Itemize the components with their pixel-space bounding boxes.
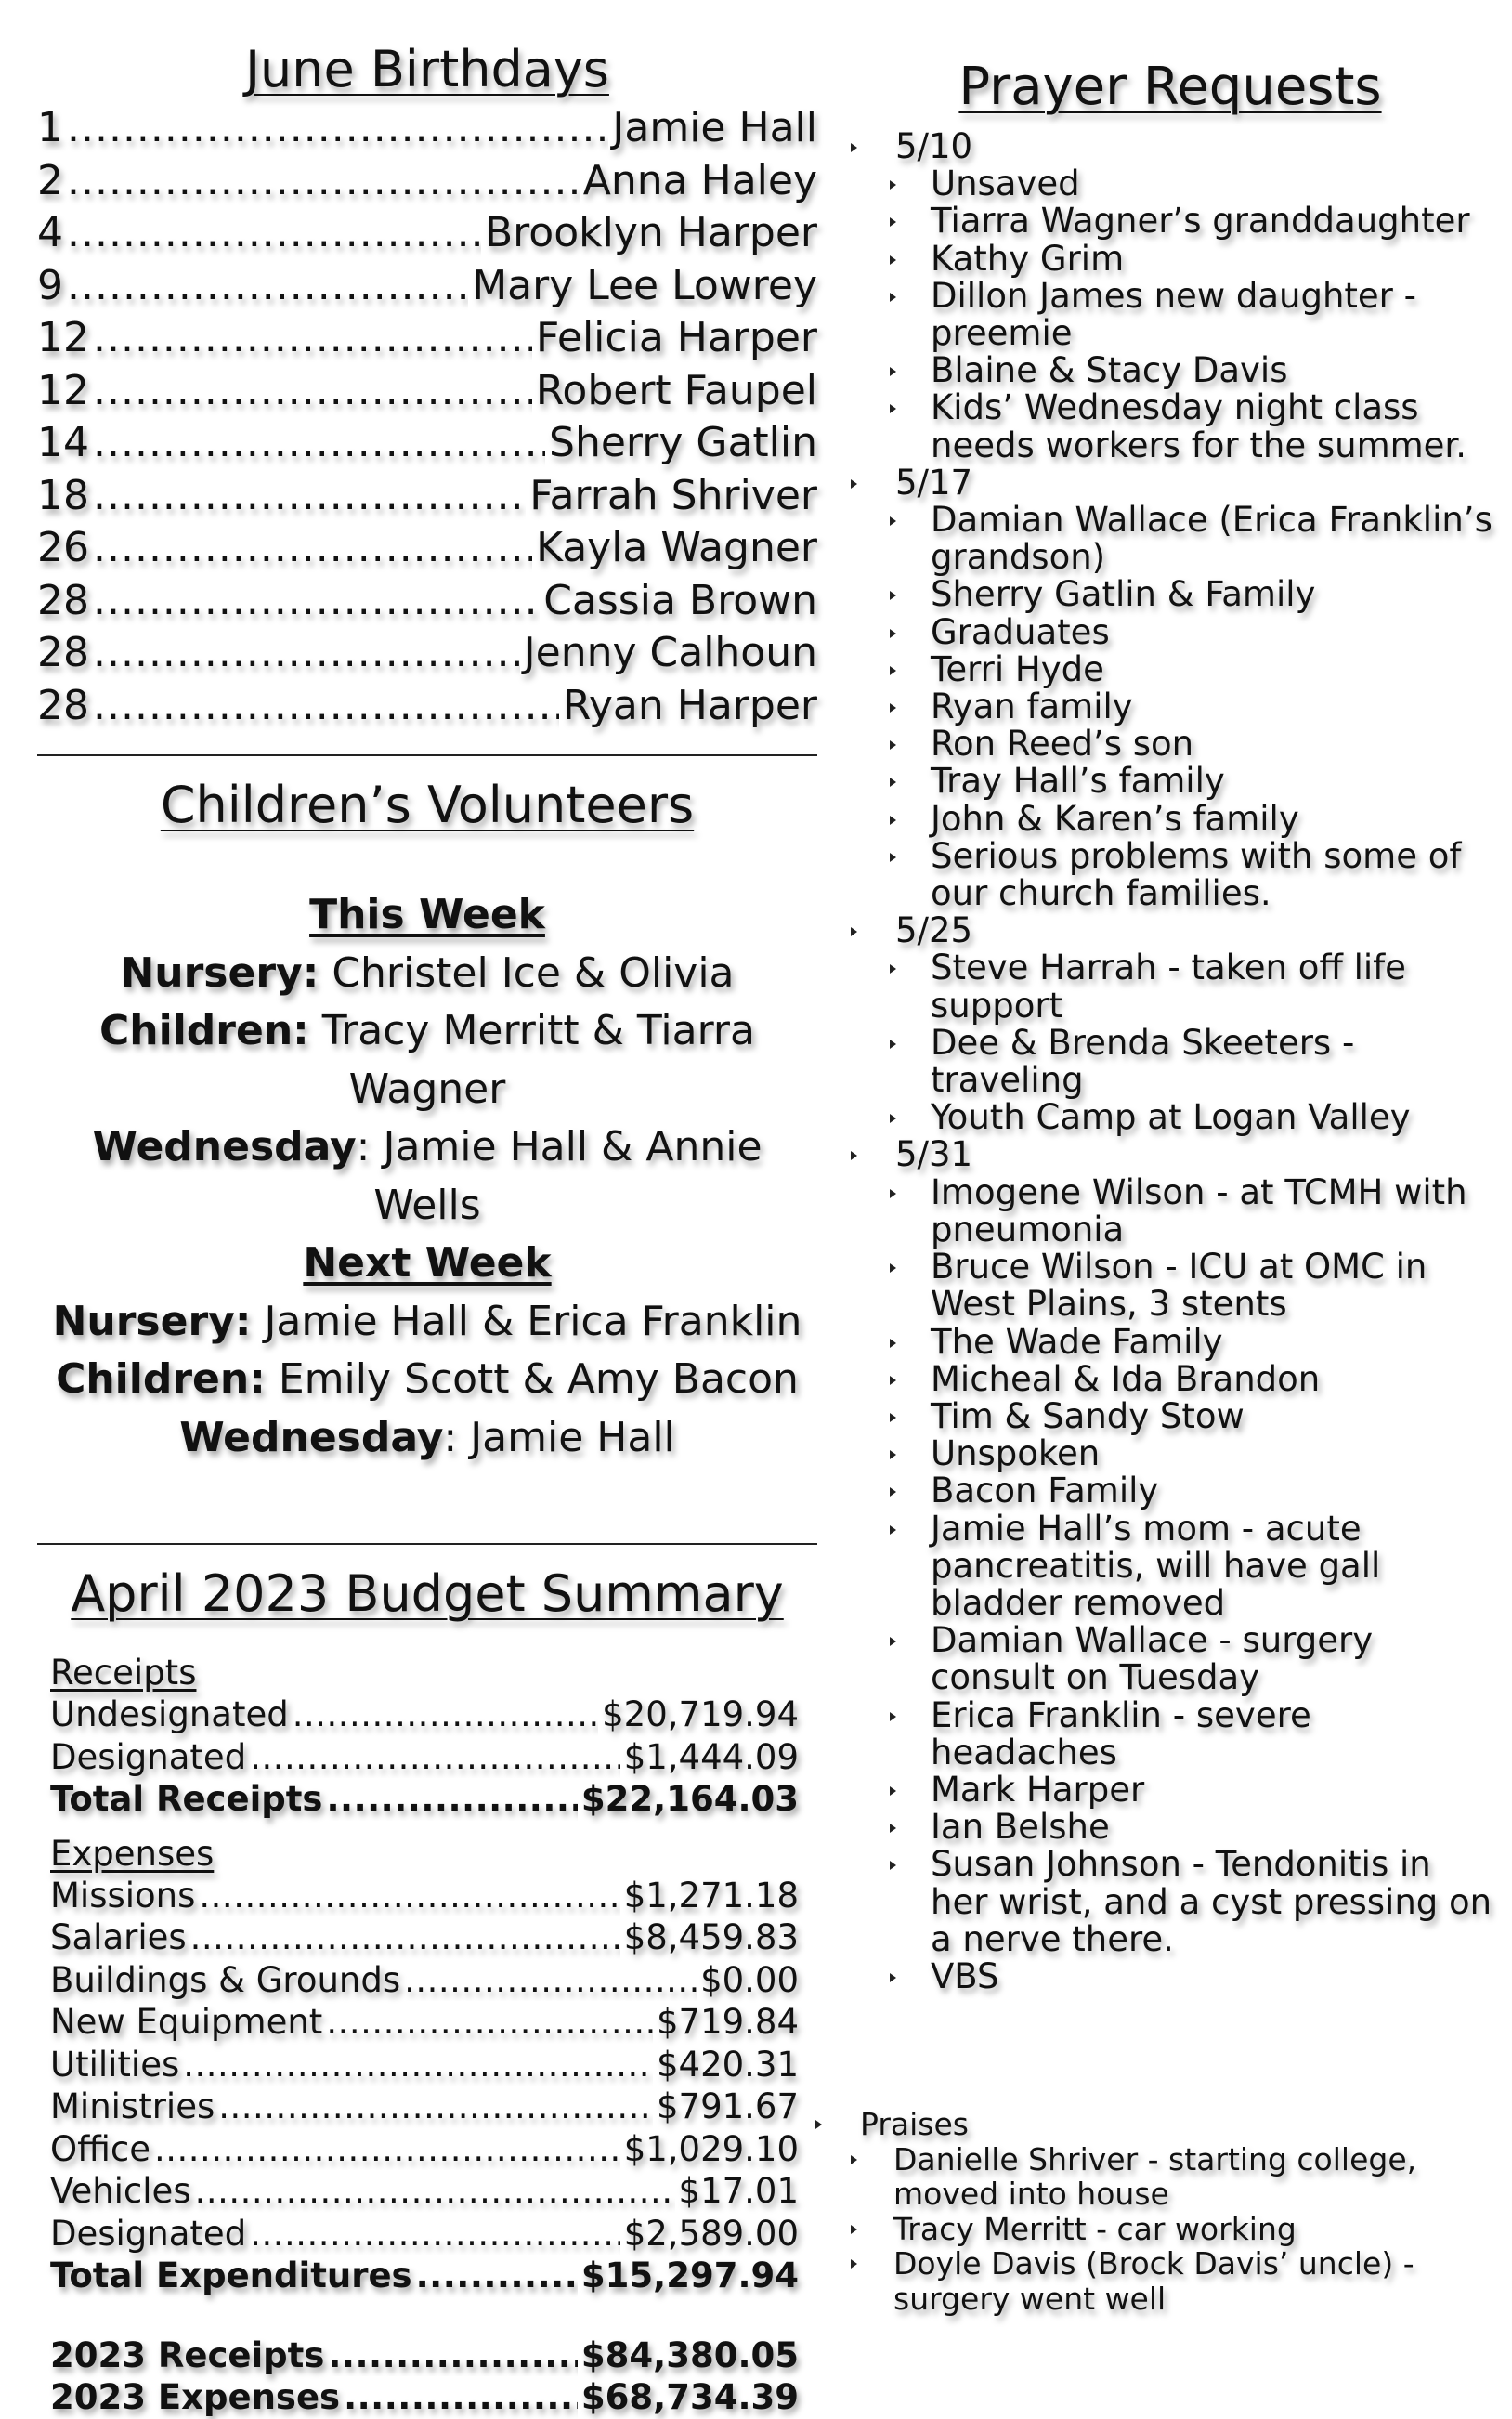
prayer-item xyxy=(845,1846,1495,1958)
bullet-icon xyxy=(890,1413,896,1422)
total-receipts-label: Total Receipts xyxy=(50,1779,323,1819)
birthday-list xyxy=(37,102,817,732)
bullet-icon xyxy=(890,367,896,376)
receipt-row xyxy=(50,1736,799,1779)
expense-row-label: New Equipment xyxy=(50,2002,323,2042)
leader-dots xyxy=(93,365,532,418)
prayer-item xyxy=(845,1022,1495,1101)
birthday-row xyxy=(37,102,817,155)
birthday-row-value: Ryan Harper xyxy=(562,681,817,729)
this-week-wednesday: Wednesday: Jamie Hall & Annie Wells xyxy=(92,1123,763,1229)
expense-row xyxy=(50,2044,799,2086)
prayer-item-text: Tim & Sandy Stow xyxy=(931,1395,1245,1436)
expense-row-value: $8,459.83 xyxy=(623,1917,799,1957)
birthday-row-value: Robert Faupel xyxy=(535,366,817,414)
total-receipts-row xyxy=(50,1778,799,1821)
bullet-icon xyxy=(890,1824,896,1833)
prayer-item-text: Ian Belshe xyxy=(931,1807,1110,1848)
prayer-date-label: 5/10 xyxy=(895,126,973,166)
prayer-item-text: Erica Franklin - severe headaches xyxy=(931,1694,1311,1772)
receipts-label: Receipts xyxy=(50,1653,197,1693)
birthday-row xyxy=(37,417,817,470)
this-week-heading: This Week xyxy=(309,891,545,938)
bullet-icon xyxy=(890,629,896,638)
bullet-icon xyxy=(890,404,896,413)
praise-item-text: Danielle Shriver - starting college, moved into house xyxy=(893,2140,1417,2212)
prayer-item xyxy=(845,1510,1495,1623)
ytd-expenses-row xyxy=(50,2376,799,2419)
leader-dots xyxy=(67,260,468,313)
bullet-icon xyxy=(851,2225,857,2234)
birthday-row-label: 12 xyxy=(37,314,89,361)
prayer-item xyxy=(845,1769,1495,1810)
bullet-icon xyxy=(851,479,857,489)
prayer-item xyxy=(845,352,1495,389)
leader-dots xyxy=(93,627,520,680)
expense-row-value: $791.67 xyxy=(656,2086,799,2126)
prayer-item-text: Unspoken xyxy=(931,1433,1101,1474)
expense-row-label: Buildings & Grounds xyxy=(50,1959,401,2000)
prayer-item-text: Graduates xyxy=(931,611,1110,652)
bullet-icon xyxy=(851,1151,857,1160)
birthday-row-label: 28 xyxy=(37,681,89,729)
birthday-row-value: Jenny Calhoun xyxy=(523,629,817,676)
prayer-item xyxy=(845,1249,1495,1323)
birthday-row-label: 2 xyxy=(37,156,63,204)
praise-item xyxy=(808,2246,1495,2316)
ytd-expenses-label: 2023 Expenses xyxy=(50,2377,341,2417)
next-week-children: Children: Emily Scott & Amy Bacon xyxy=(56,1355,799,1403)
bullet-icon xyxy=(851,2259,857,2269)
prayer-item xyxy=(845,1358,1495,1399)
prayer-request-list xyxy=(845,128,1495,1995)
birthday-row-label: 28 xyxy=(37,629,89,676)
prayer-item-text: Susan Johnson - Tendonitis in her wrist, and a cyst pressing on a nerve there. xyxy=(931,1844,1492,1959)
birthday-row-value: Mary Lee Lowrey xyxy=(472,261,817,309)
prayer-item-text: Bacon Family xyxy=(931,1471,1159,1511)
leader-dots xyxy=(250,2213,620,2256)
prayer-item xyxy=(845,798,1495,839)
prayer-item-text: Kathy Grim xyxy=(931,238,1125,279)
birthday-row xyxy=(37,365,817,418)
prayer-item-text: Kids’ Wednesday night class needs workers for the summer. xyxy=(931,387,1467,465)
receipt-row-value: $20,719.94 xyxy=(602,1694,799,1734)
prayer-item-text: Bruce Wilson - ICU at OMC in West Plains, 3 stents xyxy=(931,1247,1427,1325)
prayer-item-text: Tray Hall’s family xyxy=(931,761,1225,802)
prayer-item xyxy=(845,1694,1495,1772)
birthday-row-value: Felicia Harper xyxy=(535,314,817,361)
leader-dots xyxy=(67,155,580,208)
receipt-row-label: Undesignated xyxy=(50,1694,289,1734)
bullet-icon xyxy=(851,2155,857,2164)
prayer-item xyxy=(845,611,1495,652)
prayer-date xyxy=(845,912,1495,949)
leader-dots xyxy=(293,1693,598,1736)
bullet-icon xyxy=(890,516,896,526)
right-column xyxy=(845,54,1495,1995)
leader-dots xyxy=(93,417,545,470)
bullet-icon xyxy=(890,591,896,600)
birthday-row xyxy=(37,627,817,680)
budget-title: April 2023 Budget Summary xyxy=(71,1564,784,1623)
prayer-item-text: Damian Wallace (Erica Franklin’s grandson) xyxy=(931,500,1492,578)
bullet-icon xyxy=(890,1376,896,1385)
expense-row-value: $2,589.00 xyxy=(623,2213,799,2254)
leader-dots xyxy=(404,1959,697,2002)
bullet-icon xyxy=(890,1040,896,1049)
birthday-row-value: Jamie Hall xyxy=(612,104,817,151)
praises-heading: Praises xyxy=(808,2107,1495,2142)
leader-dots xyxy=(183,2044,653,2086)
prayer-item-text: Ron Reed’s son xyxy=(931,724,1194,765)
prayer-item xyxy=(845,1622,1495,1696)
praise-item xyxy=(808,2142,1495,2212)
leader-dots xyxy=(154,2128,620,2171)
birthday-row-label: 9 xyxy=(37,261,63,309)
prayer-item-text: Dillon James new daughter - preemie xyxy=(931,275,1416,354)
divider xyxy=(37,1543,817,1545)
leader-dots xyxy=(250,1736,620,1779)
prayer-item-text: Terri Hyde xyxy=(931,648,1104,689)
prayer-item xyxy=(845,1171,1495,1249)
leader-dots xyxy=(326,2001,653,2044)
bullet-icon xyxy=(890,1637,896,1646)
prayer-item xyxy=(845,763,1495,800)
expense-row xyxy=(50,1875,799,1917)
prayer-item xyxy=(845,835,1495,914)
expense-row xyxy=(50,1916,799,1959)
expense-row xyxy=(50,2170,799,2213)
expense-row-label: Designated xyxy=(50,2213,247,2254)
prayer-item-text: The Wade Family xyxy=(931,1321,1223,1362)
prayer-item-text: Jamie Hall’s mom - acute pancreatitis, will have gall bladder removed xyxy=(931,1508,1381,1623)
prayer-item xyxy=(845,238,1495,279)
prayer-item xyxy=(845,949,1495,1024)
this-week-children: Children: Tracy Merritt & Tiarra xyxy=(99,1007,755,1054)
expense-row-label: Utilities xyxy=(50,2044,180,2085)
prayer-item xyxy=(845,688,1495,726)
birthday-row xyxy=(37,522,817,575)
praise-item-text: Doyle Davis (Brock Davis’ uncle) - surgery went well xyxy=(893,2245,1414,2317)
birthday-row-label: 1 xyxy=(37,104,63,151)
bullet-icon xyxy=(890,1487,896,1497)
prayer-item xyxy=(845,1099,1495,1136)
prayer-date-label: 5/17 xyxy=(895,462,973,503)
leader-dots xyxy=(199,1875,619,1917)
birthday-row-label: 28 xyxy=(37,576,89,624)
bullet-icon xyxy=(890,816,896,825)
prayer-item-text: Dee & Brenda Skeeters - traveling xyxy=(931,1022,1355,1101)
expense-row-value: $420.31 xyxy=(656,2044,799,2085)
bullet-icon xyxy=(890,1861,896,1870)
leader-dots xyxy=(93,312,532,365)
expense-row-value: $1,271.18 xyxy=(623,1875,799,1916)
bullet-icon xyxy=(890,853,896,862)
birthday-row xyxy=(37,680,817,733)
bullet-icon xyxy=(890,1339,896,1348)
volunteers-title: Children’s Volunteers xyxy=(160,776,695,834)
prayer-item xyxy=(845,502,1495,576)
birthday-row-value: Sherry Gatlin xyxy=(549,419,817,466)
bullet-icon xyxy=(890,255,896,265)
bullet-icon xyxy=(890,1114,896,1123)
prayer-item-text: Mark Harper xyxy=(931,1769,1145,1810)
birthday-row xyxy=(37,470,817,523)
birthday-row-value: Kayla Wagner xyxy=(536,524,817,571)
prayer-item xyxy=(845,1809,1495,1846)
expense-rows xyxy=(50,1875,799,2256)
birthday-row xyxy=(37,155,817,208)
praise-item xyxy=(808,2212,1495,2247)
birthday-row xyxy=(37,260,817,313)
prayer-item-text: Steve Harrah - taken off life support xyxy=(931,948,1406,1026)
prayer-date-label: 5/31 xyxy=(895,1134,973,1175)
bullet-icon xyxy=(890,666,896,675)
birthday-row-value: Farrah Shriver xyxy=(529,471,817,519)
expense-row-label: Salaries xyxy=(50,1917,187,1957)
prayer-item xyxy=(845,1435,1495,1472)
prayer-item-text: Youth Camp at Logan Valley xyxy=(931,1097,1411,1138)
expenses-label: Expenses xyxy=(50,1833,215,1874)
bullet-icon xyxy=(851,143,857,152)
birthday-row-value: Cassia Brown xyxy=(543,576,817,624)
expense-row xyxy=(50,2128,799,2171)
prayer-item-text: Imogene Wilson - at TCMH with pneumonia xyxy=(931,1171,1467,1249)
bullet-icon xyxy=(890,964,896,974)
expense-row-label: Ministries xyxy=(50,2086,215,2126)
bullet-icon xyxy=(890,1712,896,1721)
ytd-expenses-amount: $68,734.39 xyxy=(580,2377,799,2417)
birthday-row xyxy=(37,575,817,628)
leader-dots xyxy=(67,207,481,260)
prayer-date-label: 5/25 xyxy=(895,910,973,951)
prayer-item xyxy=(845,1955,1495,1996)
prayer-item-text: Serious problems with some of our church families. xyxy=(931,835,1462,914)
prayer-item xyxy=(845,1321,1495,1362)
birthday-row xyxy=(37,312,817,365)
praise-list xyxy=(808,2142,1495,2317)
bullet-icon xyxy=(890,217,896,227)
birthday-row-value: Brooklyn Harper xyxy=(485,209,817,256)
expense-row-label: Office xyxy=(50,2128,151,2169)
receipt-row xyxy=(50,1693,799,1736)
birthday-row-label: 14 xyxy=(37,419,89,466)
bullet-icon xyxy=(890,1525,896,1535)
leader-dots xyxy=(93,575,540,628)
praises-section xyxy=(808,2107,1495,2316)
bullet-icon xyxy=(890,1786,896,1796)
birthday-row-label: 12 xyxy=(37,366,89,414)
prayer-item-text: VBS xyxy=(931,1955,999,1996)
prayer-item xyxy=(845,275,1495,354)
receipt-row-value: $1,444.09 xyxy=(623,1736,799,1777)
leader-dots xyxy=(93,522,532,575)
prayer-item xyxy=(845,1395,1495,1436)
receipt-rows xyxy=(50,1693,799,1778)
leader-dots xyxy=(190,1916,620,1959)
total-expenditures-row xyxy=(50,2255,799,2297)
birthdays-title: June Birthdays xyxy=(245,40,609,98)
prayer-item-text: John & Karen’s family xyxy=(931,798,1299,839)
ytd-receipts-label: 2023 Receipts xyxy=(50,2334,325,2375)
praise-item-text: Tracy Merritt - car working xyxy=(893,2210,1297,2247)
prayer-item-text: Unsaved xyxy=(931,163,1080,204)
expense-row-label: Missions xyxy=(50,1875,196,1916)
bullet-icon xyxy=(890,1189,896,1198)
next-week-nursery: Nursery: Jamie Hall & Erica Franklin xyxy=(52,1297,802,1345)
expense-row-label: Vehicles xyxy=(50,2171,191,2211)
total-expenditures-label: Total Expenditures xyxy=(50,2256,412,2295)
prayer-item-text: Micheal & Ida Brandon xyxy=(931,1358,1321,1399)
prayer-item xyxy=(845,1472,1495,1510)
prayer-date xyxy=(845,1136,1495,1173)
leader-dots xyxy=(218,2086,653,2128)
receipt-row-label: Designated xyxy=(50,1736,247,1777)
total-receipts-amount: $22,164.03 xyxy=(580,1779,799,1819)
prayer-item xyxy=(845,203,1495,240)
prayer-item xyxy=(845,648,1495,689)
next-week-heading: Next Week xyxy=(303,1239,552,1287)
total-expenditures-amount: $15,297.94 xyxy=(580,2256,799,2295)
birthday-row-value: Anna Haley xyxy=(582,156,817,204)
bullet-icon xyxy=(890,778,896,787)
expense-row xyxy=(50,2213,799,2256)
bullet-icon xyxy=(890,703,896,713)
leader-dots xyxy=(93,680,559,733)
ytd-receipts-amount: $84,380.05 xyxy=(580,2334,799,2375)
prayer-item-text: Ryan family xyxy=(931,686,1133,727)
prayer-date xyxy=(845,128,1495,165)
bullet-icon xyxy=(851,927,857,936)
left-column xyxy=(37,37,817,2419)
expense-row xyxy=(50,2001,799,2044)
expense-row xyxy=(50,2086,799,2128)
prayer-item-text: Blaine & Stacy Davis xyxy=(931,350,1288,391)
prayer-item xyxy=(845,165,1495,203)
leader-dots xyxy=(67,102,608,155)
expense-row xyxy=(50,1959,799,2002)
ytd-receipts-row xyxy=(50,2334,799,2377)
next-week-wednesday: Wednesday: Jamie Hall xyxy=(179,1413,675,1461)
leader-dots xyxy=(93,470,526,523)
bullet-icon xyxy=(890,740,896,750)
bullet-icon xyxy=(890,293,896,302)
expense-row-value: $0.00 xyxy=(700,1959,799,2000)
expense-row-value: $1,029.10 xyxy=(623,2128,799,2169)
expense-row-value: $17.01 xyxy=(678,2171,799,2211)
prayer-item-text: Sherry Gatlin & Family xyxy=(931,574,1316,615)
bullet-icon xyxy=(815,2120,822,2129)
bullet-icon xyxy=(890,180,896,190)
prayer-date xyxy=(845,464,1495,502)
prayer-item-text: Tiarra Wagner’s granddaughter xyxy=(931,201,1470,242)
prayer-item-text: Damian Wallace - surgery consult on Tuesday xyxy=(931,1620,1374,1698)
this-week-nursery: Nursery: Christel Ice & Olivia xyxy=(120,948,735,997)
leader-dots xyxy=(195,2170,675,2213)
divider xyxy=(37,754,817,756)
volunteers-schedule xyxy=(37,886,817,1467)
prayer-item xyxy=(845,726,1495,763)
bullet-icon xyxy=(890,1263,896,1273)
birthday-row-label: 26 xyxy=(37,524,89,571)
prayer-requests-title: Prayer Requests xyxy=(958,57,1382,117)
expense-row-value: $719.84 xyxy=(656,2002,799,2042)
bullet-icon xyxy=(890,1973,896,1982)
birthday-row-label: 4 xyxy=(37,209,63,256)
birthday-row-label: 18 xyxy=(37,471,89,519)
budget-summary xyxy=(37,1653,817,2419)
bullet-icon xyxy=(890,1450,896,1459)
this-week-children-cont: Wagner xyxy=(348,1065,506,1113)
prayer-item xyxy=(845,389,1495,464)
birthday-row xyxy=(37,207,817,260)
prayer-item xyxy=(845,576,1495,613)
